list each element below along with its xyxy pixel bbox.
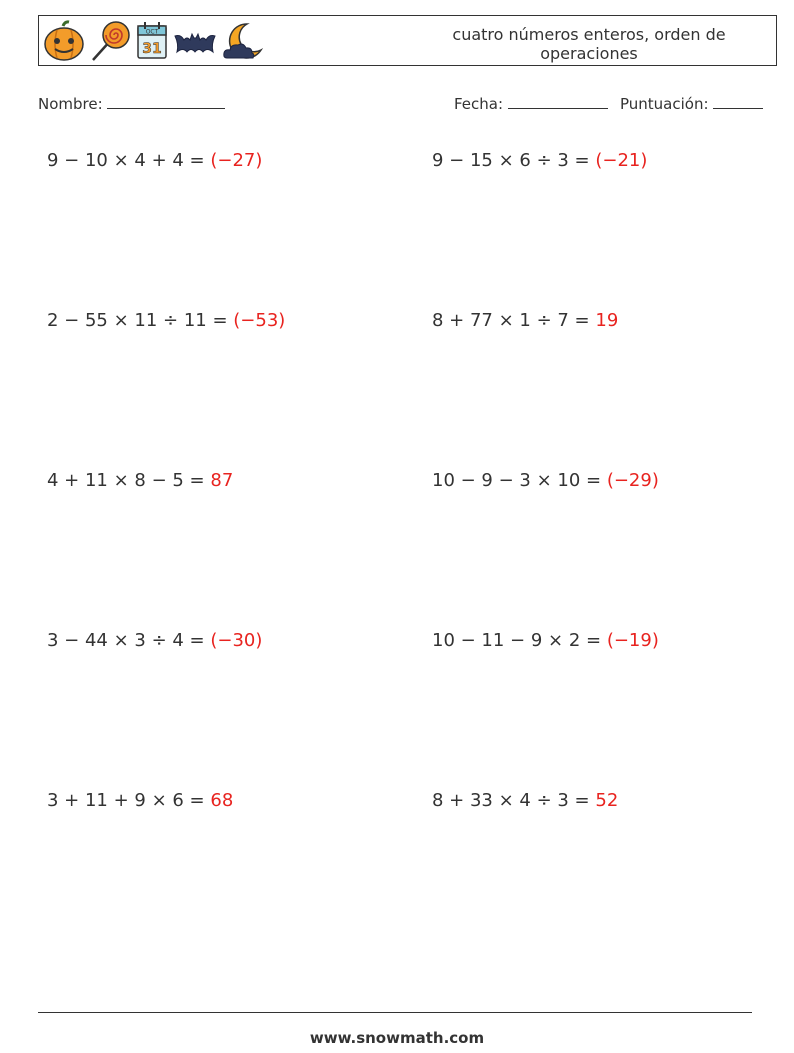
- problem-answer: 87: [210, 470, 234, 491]
- problem-expression: 9 − 10 × 4 + 4 =: [47, 150, 205, 171]
- problem-answer: 52: [595, 790, 619, 811]
- problem-answer: (−19): [606, 630, 659, 651]
- worksheet-title: cuatro números enteros, orden de operaciones: [452, 25, 726, 63]
- calendar-day: 31: [142, 41, 162, 57]
- problem-expression: 3 − 44 × 3 ÷ 4 =: [47, 630, 205, 651]
- score-blank[interactable]: [713, 94, 763, 109]
- problem-4: [432, 310, 618, 331]
- footer-site[interactable]: www.snowmath.com: [309, 1029, 485, 1047]
- problem-answer: 19: [595, 310, 619, 331]
- problem-2: [432, 150, 647, 171]
- problem-answer: 68: [210, 790, 234, 811]
- problem-answer: (−27): [210, 150, 263, 171]
- problem-expression: 4 + 11 × 8 − 5 =: [47, 470, 205, 491]
- pumpkin-icon: [43, 20, 85, 62]
- score-field[interactable]: [620, 94, 763, 113]
- calendar-icon: [135, 20, 169, 62]
- problem-expression: 8 + 33 × 4 ÷ 3 =: [432, 790, 590, 811]
- problem-10: [432, 790, 618, 811]
- problem-expression: 3 + 11 + 9 × 6 =: [47, 790, 205, 811]
- problem-answer: (−30): [210, 630, 263, 651]
- calendar-month: OCT: [145, 28, 159, 36]
- problem-expression: 2 − 55 × 11 ÷ 11 =: [47, 310, 228, 331]
- problem-9: [47, 790, 233, 811]
- bat-icon: [173, 20, 217, 62]
- date-label: Fecha:: [454, 95, 504, 113]
- problem-1: [47, 150, 262, 171]
- problem-answer: (−21): [595, 150, 648, 171]
- name-blank[interactable]: [107, 94, 225, 109]
- problem-7: [47, 630, 262, 651]
- problem-6: [432, 470, 659, 491]
- problem-answer: (−29): [606, 470, 659, 491]
- problem-8: [432, 630, 659, 651]
- date-blank[interactable]: [508, 94, 608, 109]
- lollipop-icon: [89, 20, 131, 62]
- problem-3: [47, 310, 285, 331]
- name-label: Nombre:: [38, 95, 103, 113]
- problem-5: [47, 470, 233, 491]
- worksheet-header: [38, 15, 777, 66]
- problem-expression: 10 − 9 − 3 × 10 =: [432, 470, 602, 491]
- problem-expression: 9 − 15 × 6 ÷ 3 =: [432, 150, 590, 171]
- problem-answer: (−53): [233, 310, 286, 331]
- problem-expression: 8 + 77 × 1 ÷ 7 =: [432, 310, 590, 331]
- score-label: Puntuación:: [620, 95, 709, 113]
- date-field[interactable]: [454, 94, 608, 113]
- moon-cloud-icon: [221, 20, 267, 62]
- halloween-icons: [43, 19, 267, 63]
- problem-expression: 10 − 11 − 9 × 2 =: [432, 630, 602, 651]
- name-field[interactable]: [38, 94, 225, 113]
- footer-divider: [38, 1012, 752, 1013]
